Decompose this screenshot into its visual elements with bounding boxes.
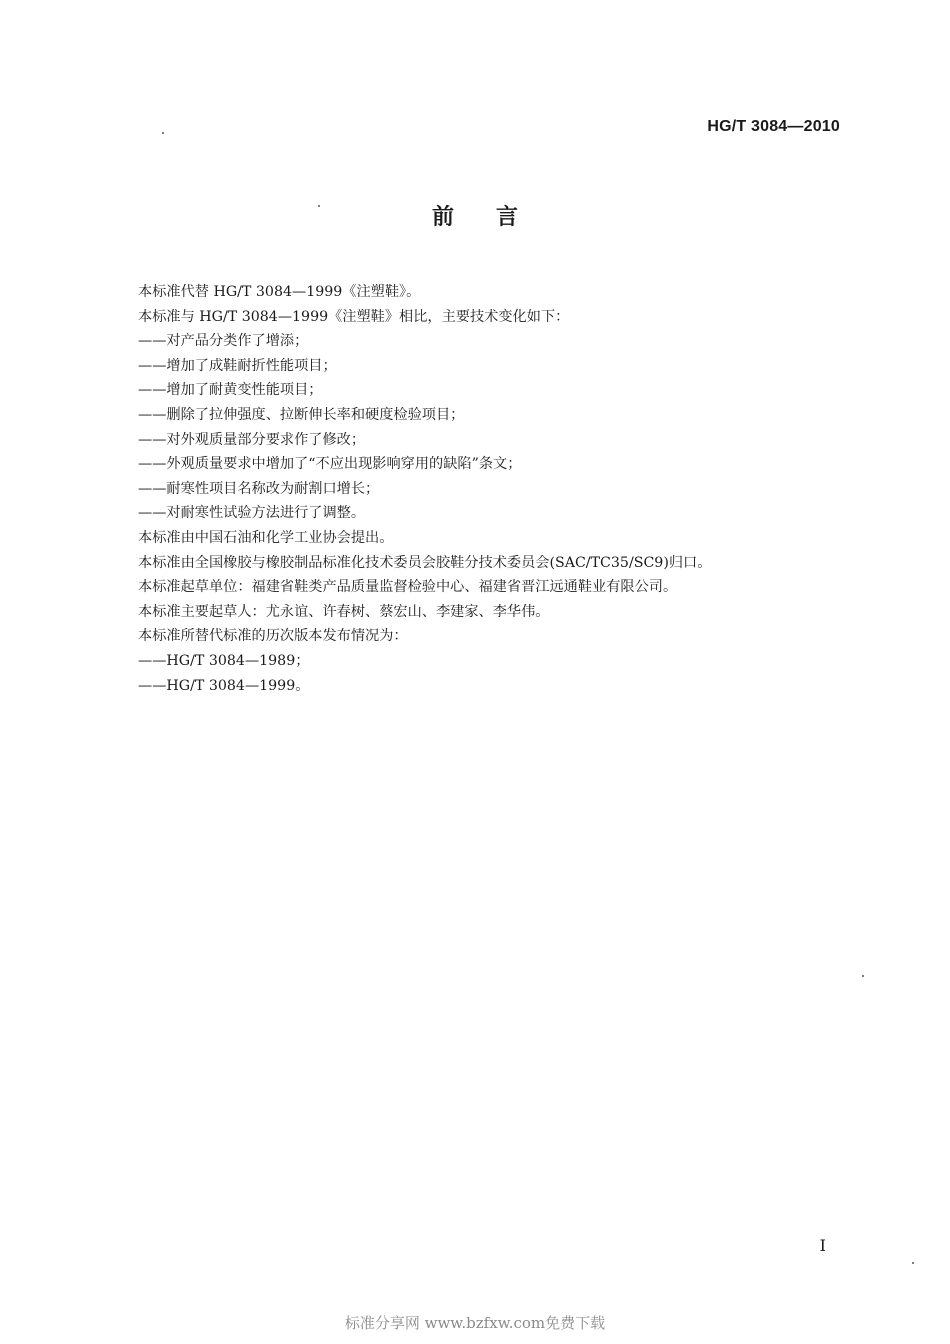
standard-number: HG/T 3084—2010 (707, 118, 840, 135)
list-item: ——增加了成鞋耐折性能项目； (138, 357, 337, 374)
text-line: 本标准与 HG/T 3084—1999《注塑鞋》相比，主要技术变化如下： (138, 308, 570, 325)
text-line: 本标准代替 HG/T 3084—1999《注塑鞋》。 (138, 284, 421, 300)
list-item: ——对产品分类作了增添； (138, 333, 309, 350)
text-line: 本标准主要起草人：尤永谊、许春树、蔡宏山、李建家、李华伟。 (138, 603, 550, 620)
footer-watermark: 标准分享网 www.bzfxw.com免费下载 (344, 1314, 606, 1332)
text-line: 本标准起草单位：福建省鞋类产品质量监督检验中心、福建省晋江远通鞋业有限公司。 (138, 579, 678, 596)
list-item: ——增加了耐黄变性能项目； (138, 382, 323, 399)
list-item: ——耐寒性项目名称改为耐割口增长； (138, 480, 380, 497)
scan-speck (912, 1262, 914, 1264)
scan-speck (162, 132, 164, 134)
list-item: ——外观质量要求中增加了“不应出现影响穿用的缺陷”条文； (138, 456, 522, 473)
text-line: 本标准所替代标准的历次版本发布情况为： (138, 628, 408, 645)
scan-speck (862, 975, 864, 977)
text-line: 本标准由中国石油和化学工业协会提出。 (138, 529, 394, 546)
page-number: I (819, 1236, 826, 1255)
page-title: 前言 (431, 205, 560, 230)
scan-speck (318, 205, 320, 207)
list-item: ——HG/T 3084—1999。 (138, 677, 310, 694)
text-line: 本标准由全国橡胶与橡胶制品标准化技术委员会胶鞋分技术委员会(SAC/TC35/SC9)归口。 (138, 554, 712, 571)
foreword-body (138, 280, 828, 698)
list-item: ——对外观质量部分要求作了修改； (138, 431, 366, 448)
list-item: ——对耐寒性试验方法进行了调整。 (138, 505, 366, 522)
list-item: ——HG/T 3084—1989； (138, 652, 310, 669)
list-item: ——删除了拉伸强度、拉断伸长率和硬度检验项目； (138, 406, 465, 423)
